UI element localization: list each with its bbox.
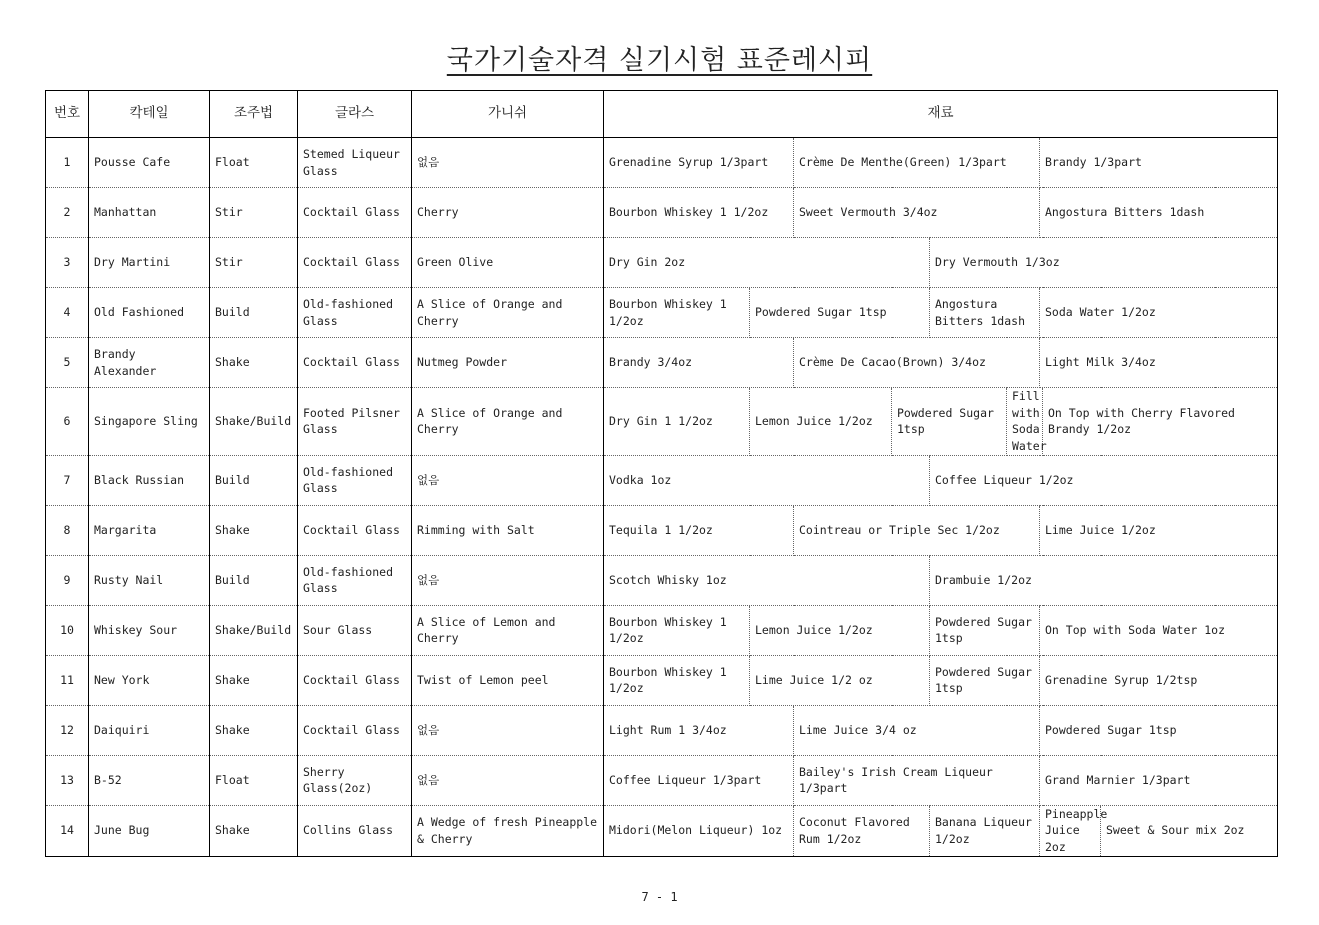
ingredient-cell: Powdered Sugar 1tsp <box>750 288 930 338</box>
ingredient-cell: Brandy 1/3part <box>1040 138 1278 188</box>
garnish-cell: 없음 <box>412 455 604 505</box>
ingredient-cell: Grenadine Syrup 1/2tsp <box>1040 655 1278 705</box>
ingredient-cell: Light Milk 3/4oz <box>1040 338 1278 388</box>
garnish-cell: 없음 <box>412 755 604 805</box>
row-number: 8 <box>46 505 89 555</box>
glass-cell: Cocktail Glass <box>298 505 412 555</box>
recipe-table <box>45 90 1278 857</box>
ingredient-cell: Brandy 3/4oz <box>604 338 794 388</box>
glass-cell: Footed Pilsner Glass <box>298 388 412 456</box>
table-row <box>46 705 1278 755</box>
garnish-cell: Nutmeg Powder <box>412 338 604 388</box>
table-row <box>46 505 1278 555</box>
table-row <box>46 755 1278 805</box>
method-cell: Stir <box>210 188 298 238</box>
header-garnish: 가니쉬 <box>412 91 604 138</box>
table-row <box>46 288 1278 338</box>
method-cell: Float <box>210 138 298 188</box>
garnish-cell: 없음 <box>412 138 604 188</box>
ingredient-cell: Tequila 1 1/2oz <box>604 505 794 555</box>
cocktail-name: Margarita <box>89 505 210 555</box>
ingredient-cell: Lemon Juice 1/2oz <box>750 605 930 655</box>
glass-cell: Cocktail Glass <box>298 188 412 238</box>
cocktail-name: Black Russian <box>89 455 210 505</box>
glass-cell: Old-fashioned Glass <box>298 555 412 605</box>
garnish-cell: Green Olive <box>412 238 604 288</box>
ingredient-cell: Angostura Bitters 1dash <box>1040 188 1278 238</box>
method-cell: Shake/Build <box>210 605 298 655</box>
ingredient-cell: Drambuie 1/2oz <box>930 555 1278 605</box>
ingredient-cell: Powdered Sugar 1tsp <box>1040 705 1278 755</box>
method-cell: Shake <box>210 805 298 856</box>
garnish-cell: Cherry <box>412 188 604 238</box>
row-number: 14 <box>46 805 89 856</box>
garnish-cell: A Slice of Lemon and Cherry <box>412 605 604 655</box>
garnish-cell: A Wedge of fresh Pineapple & Cherry <box>412 805 604 856</box>
header-cocktail: 칵테일 <box>89 91 210 138</box>
ingredient-cell: Crème De Cacao(Brown) 3/4oz <box>794 338 1040 388</box>
cocktail-name: Rusty Nail <box>89 555 210 605</box>
ingredient-cell: Lime Juice 1/2oz <box>1040 505 1278 555</box>
header-method: 조주법 <box>210 91 298 138</box>
header-num: 번호 <box>46 91 89 138</box>
row-number: 7 <box>46 455 89 505</box>
garnish-cell: Rimming with Salt <box>412 505 604 555</box>
method-cell: Float <box>210 755 298 805</box>
ingredient-cell: Coffee Liqueur 1/3part <box>604 755 794 805</box>
page-number: 7 - 1 <box>641 890 678 904</box>
table-row <box>46 605 1278 655</box>
header-ingredients: 재료 <box>604 91 1278 138</box>
row-number: 13 <box>46 755 89 805</box>
ingredient-cell: Dry Gin 1 1/2oz <box>604 388 750 456</box>
ingredient-cell: On Top with Cherry Flavored Brandy 1/2oz <box>1043 388 1278 456</box>
garnish-cell: A Slice of Orange and Cherry <box>412 388 604 456</box>
table-row <box>46 338 1278 388</box>
cocktail-name: B-52 <box>89 755 210 805</box>
document-title: 국가기술자격 실기시험 표준레시피 <box>446 45 873 76</box>
glass-cell: Collins Glass <box>298 805 412 856</box>
glass-cell: Stemed Liqueur Glass <box>298 138 412 188</box>
ingredient-cell: Sweet Vermouth 3/4oz <box>794 188 1040 238</box>
header-row <box>46 91 1278 138</box>
ingredient-cell: Angostura Bitters 1dash <box>930 288 1040 338</box>
method-cell: Shake <box>210 655 298 705</box>
ingredient-cell: Bourbon Whiskey 1 1/2oz <box>604 655 750 705</box>
method-cell: Build <box>210 455 298 505</box>
ingredient-cell: Powdered Sugar 1tsp <box>930 605 1040 655</box>
ingredient-cell: Pineapple Juice 2oz <box>1040 805 1101 856</box>
row-number: 9 <box>46 555 89 605</box>
garnish-cell: A Slice of Orange and Cherry <box>412 288 604 338</box>
cocktail-name: New York <box>89 655 210 705</box>
ingredient-cell: Banana Liqueur 1/2oz <box>930 805 1040 856</box>
cocktail-name: Manhattan <box>89 188 210 238</box>
table-row <box>46 555 1278 605</box>
row-number: 3 <box>46 238 89 288</box>
ingredient-cell: Powdered Sugar 1tsp <box>930 655 1040 705</box>
table-row <box>46 655 1278 705</box>
cocktail-name: Dry Martini <box>89 238 210 288</box>
method-cell: Shake <box>210 705 298 755</box>
method-cell: Build <box>210 555 298 605</box>
glass-cell: Cocktail Glass <box>298 705 412 755</box>
glass-cell: Cocktail Glass <box>298 238 412 288</box>
row-number: 2 <box>46 188 89 238</box>
ingredient-cell: Lime Juice 3/4 oz <box>794 705 1040 755</box>
glass-cell: Old-fashioned Glass <box>298 455 412 505</box>
glass-cell: Old-fashioned Glass <box>298 288 412 338</box>
method-cell: Stir <box>210 238 298 288</box>
garnish-cell: 없음 <box>412 705 604 755</box>
table-row <box>46 805 1278 856</box>
cocktail-name: Brandy Alexander <box>89 338 210 388</box>
ingredient-cell: Midori(Melon Liqueur) 1oz <box>604 805 794 856</box>
row-number: 5 <box>46 338 89 388</box>
ingredient-cell: Dry Gin 2oz <box>604 238 930 288</box>
header-glass: 글라스 <box>298 91 412 138</box>
glass-cell: Cocktail Glass <box>298 338 412 388</box>
row-number: 1 <box>46 138 89 188</box>
glass-cell: Cocktail Glass <box>298 655 412 705</box>
ingredient-cell: Coconut Flavored Rum 1/2oz <box>794 805 930 856</box>
ingredient-cell: Powdered Sugar 1tsp <box>892 388 1007 456</box>
ingredient-cell: Lemon Juice 1/2oz <box>750 388 892 456</box>
ingredient-cell: Lime Juice 1/2 oz <box>750 655 930 705</box>
table-row <box>46 388 1278 456</box>
ingredient-cell: Bourbon Whiskey 1 1/2oz <box>604 605 750 655</box>
table-row <box>46 188 1278 238</box>
ingredient-cell: Bourbon Whiskey 1 1/2oz <box>604 188 794 238</box>
garnish-cell: Twist of Lemon peel <box>412 655 604 705</box>
ingredient-cell: Light Rum 1 3/4oz <box>604 705 794 755</box>
ingredient-cell: Fill with Soda Water <box>1007 388 1043 456</box>
cocktail-name: Singapore Sling <box>89 388 210 456</box>
ingredient-cell: Cointreau or Triple Sec 1/2oz <box>794 505 1040 555</box>
glass-cell: Sour Glass <box>298 605 412 655</box>
method-cell: Shake/Build <box>210 388 298 456</box>
ingredient-cell: Scotch Whisky 1oz <box>604 555 930 605</box>
cocktail-name: June Bug <box>89 805 210 856</box>
ingredient-cell: Grand Marnier 1/3part <box>1040 755 1278 805</box>
ingredient-cell: Soda Water 1/2oz <box>1040 288 1278 338</box>
row-number: 12 <box>46 705 89 755</box>
table-row <box>46 138 1278 188</box>
row-number: 6 <box>46 388 89 456</box>
ingredient-cell: Crème De Menthe(Green) 1/3part <box>794 138 1040 188</box>
glass-cell: Sherry Glass(2oz) <box>298 755 412 805</box>
row-number: 11 <box>46 655 89 705</box>
method-cell: Build <box>210 288 298 338</box>
ingredient-cell: On Top with Soda Water 1oz <box>1040 605 1278 655</box>
ingredient-cell: Bailey's Irish Cream Liqueur 1/3part <box>794 755 1040 805</box>
method-cell: Shake <box>210 505 298 555</box>
table-row <box>46 455 1278 505</box>
row-number: 4 <box>46 288 89 338</box>
ingredient-cell: Vodka 1oz <box>604 455 930 505</box>
ingredient-cell: Grenadine Syrup 1/3part <box>604 138 794 188</box>
garnish-cell: 없음 <box>412 555 604 605</box>
ingredient-cell: Coffee Liqueur 1/2oz <box>930 455 1278 505</box>
ingredient-cell: Sweet & Sour mix 2oz <box>1101 805 1278 856</box>
table-row <box>46 238 1278 288</box>
method-cell: Shake <box>210 338 298 388</box>
cocktail-name: Pousse Cafe <box>89 138 210 188</box>
cocktail-name: Daiquiri <box>89 705 210 755</box>
cocktail-name: Whiskey Sour <box>89 605 210 655</box>
ingredient-cell: Bourbon Whiskey 1 1/2oz <box>604 288 750 338</box>
cocktail-name: Old Fashioned <box>89 288 210 338</box>
row-number: 10 <box>46 605 89 655</box>
ingredient-cell: Dry Vermouth 1/3oz <box>930 238 1278 288</box>
